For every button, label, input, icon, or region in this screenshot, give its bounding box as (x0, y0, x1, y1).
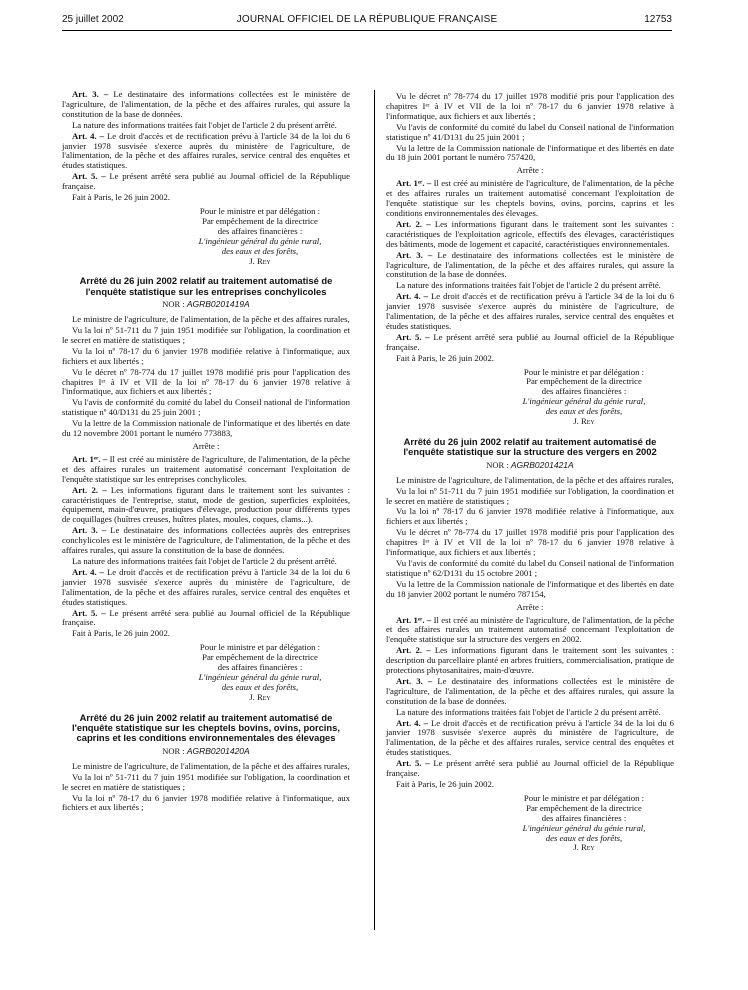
nor-reference: NOR : AGRB0201419A (162, 299, 250, 310)
paragraph: Fait à Paris, le 26 juin 2002. (396, 352, 494, 363)
nor-reference: NOR : AGRB0201420A (162, 745, 250, 756)
paragraph: Art. 2. – Les informations figurant dans le traitement sont les suivantes : description du parcellaire planté en arbres fruitiers, commercialisation, pratique de protections phytosanitaires, main-d'œuvre. (386, 645, 675, 676)
column-separator (374, 90, 375, 930)
signature-block: Pour le ministre et par délégation : Par empêchement de la directrice des affaires financières : L'ingénieur général du génie rural, des eaux et des forêts, J. Rey (198, 205, 322, 266)
paragraph: Art. 5. – Le présent arrêté sera publié au Journal officiel de la République française. (386, 331, 674, 352)
paragraph: Art. 4. – Le droit d'accès et de rectification prévu à l'article 34 de la loi du 6 janvier 1978 susvisée s'exerce auprès du ministère de l'agriculture, de l'alimentation, de la pêche et des affaires rurales, service central des enquêtes et études statistiques. (62, 130, 350, 171)
paragraph: La nature des informations traitées fait l'objet de l'article 2 du présent arrêté. (72, 555, 337, 566)
paragraph: Vu la lettre de la Commission nationale de l'informatique et des libertés en date du 18 janvier 2002 portant le numéro 787154, (386, 578, 674, 599)
paragraph: Art. 1ᵉʳ. – Il est créé au ministère de l'agriculture, de l'alimentation, de la pêche et des affaires rurales un traitement automatisé concernant l'exploitation de l'enquête statistique sur les entreprises conchylicoles. (62, 453, 351, 484)
paragraph: Fait à Paris, le 26 juin 2002. (396, 779, 494, 789)
arrete-title: Arrêté du 26 juin 2002 relatif au traitement automatisé de l'enquête statistique sur les entreprises conchylicoles (79, 275, 333, 297)
paragraph: Le ministre de l'agriculture, de l'alimentation, de la pêche et des affaires rurales, (72, 760, 350, 771)
right-column (386, 92, 674, 855)
page-number: 12753 (644, 14, 672, 25)
paragraph: Vu la loi nº 78-17 du 6 janvier 1978 modifiée relative à l'informatique, aux fichiers et aux libertés ; (62, 345, 350, 366)
arrete-label: Arrête : (516, 601, 544, 612)
arrete-title: Arrêté du 26 juin 2002 relatif au traitement automatisé de l'enquête statistique sur la structure des vergers en 2002 (403, 436, 657, 458)
paragraph: Vu la lettre de la Commission nationale de l'informatique et des libertés en date du 18 juin 2001 portant le numéro 757420, (386, 142, 674, 163)
paragraph: Art. 4. – Le droit d'accès et de rectification prévu à l'article 34 de la loi du 6 janvier 1978 susvisée s'exerce auprès du ministère de l'agriculture, de l'alimentation, de la pêche et des affaires rurales, service central des enquêtes et études statistiques. (62, 566, 350, 607)
paragraph: Vu l'avis de conformité du comité du label du Conseil national de l'information statistique nº 41/D131 du 25 juin 2001 ; (386, 121, 674, 142)
header-rule (62, 30, 672, 31)
left-column (62, 90, 350, 814)
paragraph: Art. 5. – Le présent arrêté sera publié au Journal officiel de la République française. (386, 758, 674, 779)
paragraph: Art. 1ᵉʳ. – Il est créé au ministère de l'agriculture, de l'alimentation, de la pêche et des affaires rurales un traitement automatisé concernant l'exploitation de l'enquête statistique sur la structure des vergers en 2002. (386, 614, 675, 645)
paragraph: Vu le décret nº 78-774 du 17 juillet 1978 modifié pris pour l'application des chapitres Iᵉʳ à IV et VII de la loi nº 78-17 du 6 janvier 1978 relative à l'informatique, aux fichiers et aux libertés ; (386, 527, 674, 558)
paragraph: Fait à Paris, le 26 juin 2002. (72, 192, 170, 203)
signature-block: Pour le ministre et par délégation : Par empêchement de la directrice des affaires financières : L'ingénieur général du génie rural, des eaux et des forêts, J. Rey (198, 642, 322, 702)
nor-reference: NOR : AGRB0201421A (486, 459, 574, 470)
paragraph: Vu la loi nº 78-17 du 6 janvier 1978 modifiée relative à l'informatique, aux fichiers et aux libertés ; (62, 792, 350, 813)
paragraph: Vu l'avis de conformité du comité du label du Conseil national de l'information statistique nº 40/D131 du 25 juin 2001 ; (62, 397, 350, 418)
paragraph: Vu la loi nº 78-17 du 6 janvier 1978 modifiée relative à l'informatique, aux fichiers et aux libertés ; (386, 506, 674, 527)
paragraph: Art. 5. – Le présent arrêté sera publié au Journal officiel de la République française. (62, 171, 350, 192)
paragraph: La nature des informations traitées fait l'objet de l'article 2 du présent arrêté. (396, 280, 661, 291)
paragraph: Vu la loi nº 51-711 du 7 juin 1951 modifiée sur l'obligation, la coordination et le secret en matière de statistiques ; (62, 771, 350, 792)
paragraph: Vu le décret nº 78-774 du 17 juillet 1978 modifié pris pour l'application des chapitres Iᵉʳ à IV et VII de la loi nº 78-17 du 6 janvier 1978 relative à l'informatique, aux fichiers et aux libertés ; (62, 366, 350, 397)
paragraph: Art. 5. – Le présent arrêté sera publié au Journal officiel de la République française. (62, 607, 350, 628)
issue-date: 25 juillet 2002 (62, 14, 124, 25)
paragraph: Art. 3. – Le destinataire des informations collectées est le ministère de l'agriculture, de l'alimentation, de la pêche et des affaires rurales, qui assure la constitution de la base de données. (386, 249, 675, 280)
paragraph: Art. 3. – Le destinataire des informations collectées est le ministère de l'agriculture, de l'alimentation, de la pêche et des affaires rurales, qui assure la constitution de la base de données. (62, 89, 351, 119)
paragraph: La nature des informations traitées fait l'objet de l'article 2 du présent arrêté. (72, 119, 337, 130)
paragraph: Fait à Paris, le 26 juin 2002. (72, 628, 170, 639)
arrete-title: Arrêté du 26 juin 2002 relatif au traitement automatisé de l'enquête statistique sur les cheptels bovins, ovins, porcins, caprins et les conditions environnementales des élevages (72, 711, 340, 744)
paragraph: Vu l'avis de conformité du comité du label du Conseil national de l'information statistique nº 62/D131 du 15 octobre 2001 ; (386, 557, 674, 578)
arrete-label: Arrête : (192, 441, 220, 451)
signature-block: Pour le ministre et par délégation : Par empêchement de la directrice des affaires financières : L'ingénieur général du génie rural, des eaux et des forêts, J. Rey (522, 792, 646, 853)
arrete-label: Arrête : (516, 165, 544, 176)
paragraph: Vu la loi nº 51-711 du 7 juin 1951 modifiée sur l'obligation, la coordination et le secret en matière de statistiques ; (386, 485, 674, 506)
paragraph: Vu la loi nº 51-711 du 7 juin 1951 modifiée sur l'obligation, la coordination et le secret en matière de statistiques ; (62, 325, 350, 345)
paragraph: Art. 2. – Les informations figurant dans le traitement sont les suivantes : caractéristiques de l'exploitation agricole, effectifs des élevages, caractéristiques des bâtiments, mode de logement et capacité, caractéristiques environnementales. (386, 218, 675, 249)
paragraph: Vu la lettre de la Commission nationale de l'informatique et des libertés en date du 12 novembre 2001 portant le numéro 773883, (62, 418, 350, 439)
paragraph: Art. 3. – Le destinataire des informations collectées auprès des entreprises conchylicoles est le ministère de l'agriculture, de l'alimentation, de la pêche et des affaires rurales, qui assure la constitution de la base de données. (62, 525, 350, 556)
paragraph: Vu le décret nº 78-774 du 17 juillet 1978 modifié pris pour l'application des chapitres Iᵉʳ à IV et VII de la loi nº 78-17 du 6 janvier 1978 relative à l'informatique, aux fichiers et aux libertés ; (386, 91, 674, 121)
signature-block: Pour le ministre et par délégation : Par empêchement de la directrice des affaires financières : L'ingénieur général du génie rural, des eaux et des forêts, J. Rey (522, 366, 646, 427)
paragraph: Art. 3. – Le destinataire des informations collectées est le ministère de l'agriculture, de l'alimentation, de la pêche et des affaires rurales, qui assure la constitution de la base de données. (386, 675, 675, 706)
journal-title: JOURNAL OFFICIEL DE LA RÉPUBLIQUE FRANÇAISE (236, 14, 498, 25)
paragraph: Le ministre de l'agriculture, de l'alimentation, de la pêche et des affaires rurales, (72, 314, 350, 325)
paragraph: Art. 4. – Le droit d'accès et de rectification prévu à l'article 34 de la loi du 6 janvier 1978 susvisée s'exerce auprès du ministère de l'agriculture, de l'alimentation, de la pêche et des affaires rurales, service central des enquêtes et études statistiques. (386, 717, 674, 758)
paragraph: Art. 1ᵉʳ. – Il est créé au ministère de l'agriculture, de l'alimentation, de la pêche et des affaires rurales un traitement automatisé concernant l'exploitation de l'enquête statistique sur les cheptels bovins, ovins, porcins, caprins et les conditions environnementales des élevages. (386, 178, 675, 218)
paragraph: Art. 2. – Les informations figurant dans le traitement sont les suivantes : caractéristiques de l'entreprise, statut, mode de gestion, superficies exploitées, équipement, main-d'œuvre, pratiques d'élevage, production pour différents types de coquillages (huîtres creuses, huîtres plates, moules, coques, clams...). (62, 484, 351, 525)
paragraph: La nature des informations traitées fait l'objet de l'article 2 du présent arrêté. (396, 706, 661, 717)
paragraph: Art. 4. – Le droit d'accès et de rectification prévu à l'article 34 de la loi du 6 janvier 1978 susvisée s'exerce auprès du ministère de l'agriculture, de l'alimentation, de la pêche et des affaires rurales, service central des enquêtes et études statistiques. (386, 291, 674, 331)
page-header (62, 14, 672, 30)
paragraph: Le ministre de l'agriculture, de l'alimentation, de la pêche et des affaires rurales, (396, 474, 674, 485)
